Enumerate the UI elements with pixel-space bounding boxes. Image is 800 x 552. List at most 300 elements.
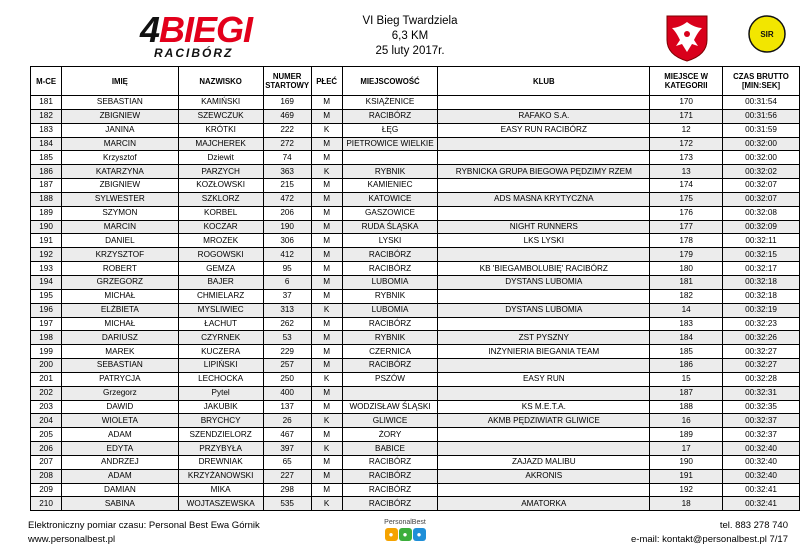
cell-first-name: ZBIGNIEW xyxy=(62,179,178,193)
cell-bib: 74 xyxy=(263,151,311,165)
cell-first-name: MICHAŁ xyxy=(62,317,178,331)
cell-bib: 412 xyxy=(263,248,311,262)
cell-place: 193 xyxy=(31,262,62,276)
event-title: VI Bieg Twardziela xyxy=(362,15,458,27)
cell-place: 183 xyxy=(31,123,62,137)
cell-club: AMATORKA xyxy=(438,497,650,511)
cell-club: DYSTANS LUBOMIA xyxy=(438,303,650,317)
table-row xyxy=(31,455,800,469)
table-row xyxy=(31,206,800,220)
cell-city: BABICE xyxy=(342,442,438,456)
cell-category-place: 13 xyxy=(650,165,723,179)
cell-city xyxy=(342,386,438,400)
cell-last-name: PRZYBYŁA xyxy=(178,442,263,456)
cell-first-name: MICHAŁ xyxy=(62,289,178,303)
cell-bib: 397 xyxy=(263,442,311,456)
cell-bib: 26 xyxy=(263,414,311,428)
cell-city: RACIBÓRZ xyxy=(342,469,438,483)
cell-category-place: 172 xyxy=(650,137,723,151)
table-row xyxy=(31,275,800,289)
cell-last-name: KRÓTKI xyxy=(178,123,263,137)
cell-gross-time: 00:32:26 xyxy=(723,331,800,345)
cell-last-name: CHMIELARZ xyxy=(178,289,263,303)
run-icon: ● xyxy=(385,528,398,541)
cell-first-name: PATRYCJA xyxy=(62,372,178,386)
page-header xyxy=(0,0,800,66)
cell-place: 198 xyxy=(31,331,62,345)
cell-gender: K xyxy=(311,123,342,137)
cell-category-place: 170 xyxy=(650,96,723,110)
cell-city: LUBOMIA xyxy=(342,303,438,317)
cell-first-name: MAREK xyxy=(62,345,178,359)
cell-bib: 95 xyxy=(263,262,311,276)
cell-first-name: DARIUSZ xyxy=(62,331,178,345)
cell-bib: 222 xyxy=(263,123,311,137)
cell-category-place: 174 xyxy=(650,179,723,193)
cell-gross-time: 00:32:41 xyxy=(723,497,800,511)
cell-place: 205 xyxy=(31,428,62,442)
cell-city: RACIBÓRZ xyxy=(342,497,438,511)
cell-city: RUDA ŚLĄSKA xyxy=(342,220,438,234)
cell-city: ŁĘG xyxy=(342,123,438,137)
cell-category-place: 180 xyxy=(650,262,723,276)
cell-gender: M xyxy=(311,109,342,123)
cell-gender: M xyxy=(311,179,342,193)
cell-gross-time: 00:32:40 xyxy=(723,455,800,469)
cell-category-place: 175 xyxy=(650,192,723,206)
table-row xyxy=(31,303,800,317)
cell-last-name: SZENDZIELORZ xyxy=(178,428,263,442)
cell-category-place: 177 xyxy=(650,220,723,234)
cell-category-place: 189 xyxy=(650,428,723,442)
cell-place: 194 xyxy=(31,275,62,289)
cell-place: 207 xyxy=(31,455,62,469)
cell-club xyxy=(438,96,650,110)
cell-gender: M xyxy=(311,151,342,165)
cell-first-name: ELŻBIETA xyxy=(62,303,178,317)
cell-gender: M xyxy=(311,331,342,345)
cell-gender: M xyxy=(311,400,342,414)
cell-category-place: 191 xyxy=(650,469,723,483)
cell-bib: 363 xyxy=(263,165,311,179)
cell-gross-time: 00:32:40 xyxy=(723,442,800,456)
cell-city xyxy=(342,151,438,165)
cell-club: INŻYNIERIA BIEGANIA TEAM xyxy=(438,345,650,359)
cell-bib: 169 xyxy=(263,96,311,110)
cell-gross-time: 00:32:18 xyxy=(723,289,800,303)
col-header-first-name: IMIĘ xyxy=(62,67,178,96)
col-header-place: M-CE xyxy=(31,67,62,96)
cell-last-name: DREWNIAK xyxy=(178,455,263,469)
cell-category-place: 173 xyxy=(650,151,723,165)
cell-bib: 469 xyxy=(263,109,311,123)
table-header-row xyxy=(31,67,800,96)
cell-gender: M xyxy=(311,96,342,110)
cell-gender: M xyxy=(311,248,342,262)
cell-last-name: BRYCHCY xyxy=(178,414,263,428)
cell-first-name: GRZEGORZ xyxy=(62,275,178,289)
cell-gross-time: 00:32:19 xyxy=(723,303,800,317)
cell-first-name: KATARZYNA xyxy=(62,165,178,179)
cell-place: 192 xyxy=(31,248,62,262)
cell-first-name: WIOLETA xyxy=(62,414,178,428)
col-header-city: MIEJSCOWOŚĆ xyxy=(342,67,438,96)
event-info xyxy=(300,14,520,59)
cell-first-name: SZYMON xyxy=(62,206,178,220)
cell-last-name: Dziewit xyxy=(178,151,263,165)
col-header-gross-time: CZAS BRUTTO [MIN:SEK] xyxy=(723,67,800,96)
cell-gender: K xyxy=(311,414,342,428)
cell-bib: 257 xyxy=(263,359,311,373)
cell-city: RACIBÓRZ xyxy=(342,262,438,276)
logo-wordmark xyxy=(140,9,280,50)
cell-city: RACIBÓRZ xyxy=(342,317,438,331)
cell-city: CZERNICA xyxy=(342,345,438,359)
cell-gross-time: 00:32:07 xyxy=(723,179,800,193)
cell-gross-time: 00:32:27 xyxy=(723,359,800,373)
table-row xyxy=(31,400,800,414)
cell-place: 190 xyxy=(31,220,62,234)
cell-place: 201 xyxy=(31,372,62,386)
personalbest-logo xyxy=(380,518,430,541)
cell-gross-time: 00:32:08 xyxy=(723,206,800,220)
table-row xyxy=(31,123,800,137)
table-row xyxy=(31,165,800,179)
contact-phone: tel. 883 278 740 xyxy=(719,520,788,531)
cell-gross-time: 00:32:17 xyxy=(723,262,800,276)
cell-first-name: ADAM xyxy=(62,428,178,442)
cell-gender: M xyxy=(311,137,342,151)
cell-club: KS M.E.T.A. xyxy=(438,400,650,414)
cell-first-name: ANDRZEJ xyxy=(62,455,178,469)
event-date: 25 luty 2017r. xyxy=(375,45,445,57)
cell-city: PSZÓW xyxy=(342,372,438,386)
cell-category-place: 176 xyxy=(650,206,723,220)
cell-gender: M xyxy=(311,469,342,483)
cell-category-place: 18 xyxy=(650,497,723,511)
cell-club xyxy=(438,289,650,303)
cell-club: NIGHT RUNNERS xyxy=(438,220,650,234)
cell-bib: 306 xyxy=(263,234,311,248)
cell-place: 204 xyxy=(31,414,62,428)
cell-club xyxy=(438,442,650,456)
cell-club: AKMB PĘDZIWIATR GLIWICE xyxy=(438,414,650,428)
cell-category-place: 187 xyxy=(650,386,723,400)
cell-last-name: MYSLIWIEC xyxy=(178,303,263,317)
website-link[interactable]: www.personalbest.pl xyxy=(28,534,116,545)
cell-last-name: BAJER xyxy=(178,275,263,289)
cell-place: 191 xyxy=(31,234,62,248)
cell-gross-time: 00:32:27 xyxy=(723,345,800,359)
cell-city: RACIBÓRZ xyxy=(342,109,438,123)
table-row xyxy=(31,220,800,234)
cell-gender: K xyxy=(311,372,342,386)
cell-city: KAMIENIEC xyxy=(342,179,438,193)
cell-category-place: 190 xyxy=(650,455,723,469)
cell-gross-time: 00:31:59 xyxy=(723,123,800,137)
table-row xyxy=(31,109,800,123)
cell-first-name: DAMIAN xyxy=(62,483,178,497)
cell-last-name: SZKLORZ xyxy=(178,192,263,206)
cell-category-place: 186 xyxy=(650,359,723,373)
cell-first-name: JANINA xyxy=(62,123,178,137)
cell-bib: 472 xyxy=(263,192,311,206)
col-header-club: KLUB xyxy=(438,67,650,96)
cell-place: 206 xyxy=(31,442,62,456)
cell-bib: 467 xyxy=(263,428,311,442)
cell-category-place: 192 xyxy=(650,483,723,497)
cell-club xyxy=(438,248,650,262)
bike-icon: ● xyxy=(399,528,412,541)
cell-first-name: MARCIN xyxy=(62,137,178,151)
cell-last-name: KAMIŃSKI xyxy=(178,96,263,110)
cell-bib: 206 xyxy=(263,206,311,220)
cell-club xyxy=(438,137,650,151)
cell-place: 195 xyxy=(31,289,62,303)
cell-gross-time: 00:32:31 xyxy=(723,386,800,400)
cell-category-place: 181 xyxy=(650,275,723,289)
table-row xyxy=(31,345,800,359)
cell-first-name: ROBERT xyxy=(62,262,178,276)
cell-first-name: SEBASTIAN xyxy=(62,359,178,373)
cell-city: KATOWICE xyxy=(342,192,438,206)
results-table xyxy=(30,66,800,511)
cell-city: RACIBÓRZ xyxy=(342,455,438,469)
table-row xyxy=(31,234,800,248)
table-row xyxy=(31,262,800,276)
table-row xyxy=(31,289,800,303)
cell-gender: M xyxy=(311,275,342,289)
cell-last-name: KORBEL xyxy=(178,206,263,220)
cell-bib: 215 xyxy=(263,179,311,193)
col-header-bib: NUMER STARTOWY xyxy=(263,67,311,96)
table-row xyxy=(31,428,800,442)
cell-first-name: EDYTA xyxy=(62,442,178,456)
cell-first-name: KRZYSZTOF xyxy=(62,248,178,262)
col-header-last-name: NAZWISKO xyxy=(178,67,263,96)
cell-club xyxy=(438,359,650,373)
cell-club: DYSTANS LUBOMIA xyxy=(438,275,650,289)
cell-place: 200 xyxy=(31,359,62,373)
cell-bib: 272 xyxy=(263,137,311,151)
table-row xyxy=(31,372,800,386)
table-body xyxy=(31,96,800,511)
cell-category-place: 179 xyxy=(650,248,723,262)
cell-place: 185 xyxy=(31,151,62,165)
cell-gender: M xyxy=(311,483,342,497)
cell-place: 199 xyxy=(31,345,62,359)
cell-first-name: ADAM xyxy=(62,469,178,483)
cell-gender: M xyxy=(311,345,342,359)
cell-last-name: LIPIŃSKI xyxy=(178,359,263,373)
swim-icon: ● xyxy=(413,528,426,541)
cell-gender: M xyxy=(311,234,342,248)
cell-gender: M xyxy=(311,192,342,206)
cell-place: 182 xyxy=(31,109,62,123)
cell-category-place: 171 xyxy=(650,109,723,123)
cell-first-name: DANIEL xyxy=(62,234,178,248)
cell-place: 187 xyxy=(31,179,62,193)
logo-word: BIEGI xyxy=(159,9,253,50)
table-row xyxy=(31,469,800,483)
cell-gender: M xyxy=(311,455,342,469)
cell-category-place: 188 xyxy=(650,400,723,414)
table-row xyxy=(31,179,800,193)
cell-gender: K xyxy=(311,165,342,179)
cell-city: WODZISŁAW ŚLĄSKI xyxy=(342,400,438,414)
cell-place: 188 xyxy=(31,192,62,206)
cell-first-name: SABINA xyxy=(62,497,178,511)
cell-place: 189 xyxy=(31,206,62,220)
cell-last-name: KRZYŻANOWSKI xyxy=(178,469,263,483)
cell-last-name: KOCZAR xyxy=(178,220,263,234)
cell-bib: 400 xyxy=(263,386,311,400)
table-row xyxy=(31,483,800,497)
table-row xyxy=(31,192,800,206)
cell-bib: 190 xyxy=(263,220,311,234)
cell-place: 203 xyxy=(31,400,62,414)
cell-club xyxy=(438,151,650,165)
cell-bib: 227 xyxy=(263,469,311,483)
cell-category-place: 14 xyxy=(650,303,723,317)
logo-number: 4 xyxy=(140,9,160,50)
cell-last-name: GEMZA xyxy=(178,262,263,276)
cell-city: RYBNIK xyxy=(342,289,438,303)
cell-club: LKS LYSKI xyxy=(438,234,650,248)
cell-club: EASY RUN RACIBÓRZ xyxy=(438,123,650,137)
cell-gender: K xyxy=(311,442,342,456)
cell-first-name: Grzegorz xyxy=(62,386,178,400)
cell-gross-time: 00:32:02 xyxy=(723,165,800,179)
cell-place: 197 xyxy=(31,317,62,331)
table-row xyxy=(31,96,800,110)
table-row xyxy=(31,442,800,456)
cell-club: ZAJAZD MALIBU xyxy=(438,455,650,469)
cell-place: 209 xyxy=(31,483,62,497)
cell-first-name: SYLWESTER xyxy=(62,192,178,206)
cell-gross-time: 00:32:18 xyxy=(723,275,800,289)
cell-gross-time: 00:31:56 xyxy=(723,109,800,123)
cell-place: 202 xyxy=(31,386,62,400)
cell-gender: K xyxy=(311,497,342,511)
sponsor-logo-text: SIR xyxy=(760,30,774,39)
cell-category-place: 182 xyxy=(650,289,723,303)
cell-city: RACIBÓRZ xyxy=(342,359,438,373)
cell-category-place: 17 xyxy=(650,442,723,456)
cell-first-name: ZBIGNIEW xyxy=(62,109,178,123)
cell-club xyxy=(438,206,650,220)
cell-gross-time: 00:32:41 xyxy=(723,483,800,497)
city-crest-icon xyxy=(662,12,712,62)
cell-last-name: CZYRNEK xyxy=(178,331,263,345)
cell-city: LYSKI xyxy=(342,234,438,248)
cell-club xyxy=(438,386,650,400)
col-header-category-place: MIEJSCE W KATEGORII xyxy=(650,67,723,96)
event-distance: 6,3 KM xyxy=(391,30,429,42)
cell-place: 186 xyxy=(31,165,62,179)
cell-city: RYBNIK xyxy=(342,165,438,179)
cell-city: RACIBÓRZ xyxy=(342,248,438,262)
cell-category-place: 12 xyxy=(650,123,723,137)
cell-gender: M xyxy=(311,262,342,276)
cell-club xyxy=(438,317,650,331)
cell-bib: 6 xyxy=(263,275,311,289)
cell-club xyxy=(438,179,650,193)
cell-last-name: ŁACHUT xyxy=(178,317,263,331)
table-row xyxy=(31,137,800,151)
cell-gender: M xyxy=(311,206,342,220)
cell-bib: 65 xyxy=(263,455,311,469)
cell-place: 208 xyxy=(31,469,62,483)
table-row xyxy=(31,414,800,428)
cell-gross-time: 00:32:28 xyxy=(723,372,800,386)
cell-last-name: MROZEK xyxy=(178,234,263,248)
cell-club xyxy=(438,483,650,497)
cell-bib: 262 xyxy=(263,317,311,331)
cell-first-name: DAWID xyxy=(62,400,178,414)
cell-bib: 37 xyxy=(263,289,311,303)
cell-city: LUBOMIA xyxy=(342,275,438,289)
cell-club: ZST PYSZNY xyxy=(438,331,650,345)
cell-bib: 250 xyxy=(263,372,311,386)
cell-club: EASY RUN xyxy=(438,372,650,386)
cell-bib: 298 xyxy=(263,483,311,497)
table-row xyxy=(31,331,800,345)
timing-credit: Elektroniczny pomiar czasu: Personal Best Ewa Górnik xyxy=(28,520,260,531)
cell-last-name: SZEWCZUK xyxy=(178,109,263,123)
cell-club: RYBNICKA GRUPA BIEGOWA PĘDZIMY RZEM xyxy=(438,165,650,179)
4biegi-logo xyxy=(140,9,280,62)
cell-last-name: ROGOWSKI xyxy=(178,248,263,262)
col-header-gender: PŁEĆ xyxy=(311,67,342,96)
cell-gender: M xyxy=(311,359,342,373)
cell-city: KSIĄŻENICE xyxy=(342,96,438,110)
cell-club: RAFAKO S.A. xyxy=(438,109,650,123)
cell-bib: 313 xyxy=(263,303,311,317)
cell-last-name: MAJCHEREK xyxy=(178,137,263,151)
cell-bib: 229 xyxy=(263,345,311,359)
cell-city: RYBNIK xyxy=(342,331,438,345)
cell-city: ŻORY xyxy=(342,428,438,442)
table-row xyxy=(31,359,800,373)
cell-last-name: Pytel xyxy=(178,386,263,400)
cell-category-place: 178 xyxy=(650,234,723,248)
cell-first-name: SEBASTIAN xyxy=(62,96,178,110)
cell-category-place: 183 xyxy=(650,317,723,331)
cell-place: 181 xyxy=(31,96,62,110)
cell-gender: M xyxy=(311,317,342,331)
cell-first-name: MARCIN xyxy=(62,220,178,234)
cell-last-name: MIKA xyxy=(178,483,263,497)
cell-category-place: 184 xyxy=(650,331,723,345)
cell-last-name: LECHOCKA xyxy=(178,372,263,386)
cell-gross-time: 00:32:15 xyxy=(723,248,800,262)
logo-city: RACIBÓRZ xyxy=(154,46,234,60)
cell-category-place: 15 xyxy=(650,372,723,386)
personalbest-brand: PersonalBest xyxy=(384,519,426,526)
table-row xyxy=(31,317,800,331)
cell-bib: 535 xyxy=(263,497,311,511)
cell-gender: M xyxy=(311,289,342,303)
cell-bib: 53 xyxy=(263,331,311,345)
cell-gross-time: 00:32:23 xyxy=(723,317,800,331)
page-footer xyxy=(0,516,800,552)
cell-category-place: 16 xyxy=(650,414,723,428)
cell-last-name: JAKUBIK xyxy=(178,400,263,414)
cell-gross-time: 00:32:07 xyxy=(723,192,800,206)
table-row xyxy=(31,248,800,262)
cell-gross-time: 00:32:00 xyxy=(723,151,800,165)
